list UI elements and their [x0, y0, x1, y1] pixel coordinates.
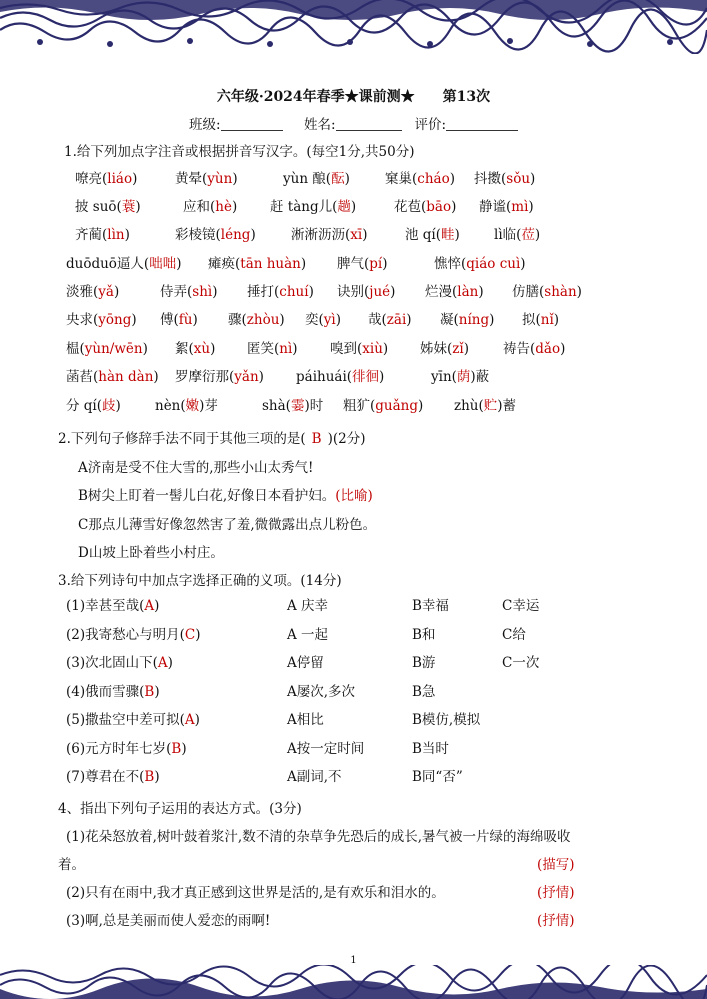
q2-stem-b: )(2分): [327, 431, 366, 447]
q1-item: [66, 308, 137, 328]
q1-item-answer: qiáo cuì: [466, 256, 521, 272]
q1-item: [160, 308, 198, 328]
q1-item-prompt: 絮(: [175, 341, 194, 357]
q1-item-close: ): [489, 312, 495, 328]
q1-item-close: ): [258, 369, 264, 385]
q3-answer: A: [157, 655, 168, 671]
q1-item-prompt: 哉(: [368, 312, 387, 328]
q1-item: [503, 337, 565, 357]
q4-item-2-answer: (抒情): [537, 885, 575, 901]
q1-item-close: ): [478, 284, 484, 300]
q1-item-answer: 畦: [441, 227, 455, 243]
q1-item-answer: pí: [369, 256, 383, 272]
q1-item-close: ): [418, 398, 424, 414]
q3-option: B幸福: [412, 598, 449, 614]
q1-item: [66, 365, 159, 385]
q1-item: [175, 167, 238, 187]
q1-item-close: ): [335, 312, 342, 328]
q1-item-close: ): [231, 199, 238, 215]
q1-item-prompt: 嗅到(: [330, 341, 363, 357]
q1-item-answer: liáo: [107, 171, 133, 187]
q1-item: [175, 223, 256, 243]
q3-question-close: ): [194, 712, 200, 728]
q3-question-text: (2)我寄愁心与明月(: [66, 627, 185, 643]
q3-option: B游: [412, 655, 436, 671]
q3-option: B同“否”: [412, 769, 463, 785]
q3-option: B模仿,模拟: [412, 712, 481, 728]
q3-answer: C: [184, 627, 196, 643]
q3-option: A相比: [287, 712, 324, 728]
q1-item-prompt: 粗犷(: [343, 398, 376, 414]
q1-item: [479, 195, 534, 215]
q1-item: [385, 167, 455, 187]
q1-stem: 1.给下列加点字注音或根据拼音写汉字。(每空1分,共50分): [64, 144, 415, 160]
q1-item-answer: yùn/wēn: [84, 341, 143, 357]
q1-item-prompt: 淡雅(: [66, 284, 99, 300]
q1-item-answer: nì: [279, 341, 293, 357]
q3-answer: A: [184, 712, 195, 728]
q1-item: [420, 337, 469, 357]
q1-item-prompt: 央求(: [66, 312, 99, 328]
q4-item-3: (3)啊,总是美丽而使人爱恋的雨啊!: [66, 913, 271, 929]
class-label: 班级:: [188, 117, 221, 133]
q1-item-close: ): [530, 171, 536, 187]
q1-item-close: ): [362, 227, 368, 243]
q1-item-close: ): [192, 312, 198, 328]
page-number: 1: [350, 955, 357, 966]
q1-item-prompt: 窠巢(: [385, 171, 418, 187]
q1-item-answer: chuí: [279, 284, 309, 300]
q1-item-prompt: 淅淅沥沥(: [291, 227, 351, 243]
page-title: [0, 86, 707, 106]
q1-item: [368, 308, 412, 328]
top-wave-border: [0, 0, 707, 54]
q1-item-prompt: 池 qí(: [405, 227, 442, 243]
q3-option: A屡次,多次: [287, 684, 356, 700]
q1-item: [66, 394, 121, 414]
q1-item-close: ): [454, 227, 460, 243]
q1-item-close: ): [344, 171, 350, 187]
q1-item-prompt: 祷告(: [503, 341, 536, 357]
q1-item-answer: yōng: [98, 312, 132, 328]
q1-item: [262, 394, 323, 414]
q1-item-prompt: 诀别(: [337, 284, 370, 300]
q2-stem: [58, 427, 365, 447]
q1-item: [175, 337, 215, 357]
q1-item-prompt: lì临(: [494, 227, 522, 243]
eval-blank[interactable]: [446, 116, 518, 131]
q1-item-answer: cháo: [417, 171, 450, 187]
q1-item: [305, 308, 341, 328]
q3-question-text: (7)尊君在不(: [66, 769, 145, 785]
q1-item: [434, 252, 526, 272]
q1-item-answer: 莅: [521, 227, 535, 243]
q1-item-prompt: yīn(: [431, 369, 457, 385]
title-main: 六年级·2024年春季★课前测★: [216, 89, 415, 105]
q1-item-close: )时: [304, 398, 324, 414]
q4-item-3-answer: (抒情): [537, 913, 575, 929]
q1-item-close: ): [250, 227, 256, 243]
q3-question-close: ): [195, 627, 201, 643]
q1-item-answer: 荫: [456, 369, 471, 385]
q1-item-close: )蓄: [497, 398, 517, 414]
q3-question-close: ): [154, 769, 160, 785]
bottom-wave-border: [0, 965, 707, 999]
q3-question-close: ): [154, 598, 160, 614]
q1-item-prompt: 罗摩衍那(: [175, 369, 235, 385]
q1-item: [66, 252, 181, 272]
q1-item-prompt: 憔悴(: [434, 256, 467, 272]
q1-item: [454, 394, 516, 414]
q1-item-close: ): [560, 341, 566, 357]
q3-question: [66, 708, 200, 728]
q3-option: B当时: [412, 741, 449, 757]
q3-answer: B: [171, 741, 182, 757]
q1-item-answer: léng: [220, 227, 251, 243]
q1-item-answer: bāo: [426, 199, 452, 215]
q1-item: [337, 280, 395, 300]
q3-question-text: (6)元方时年七岁(: [66, 741, 172, 757]
q3-answer: B: [144, 769, 155, 785]
q1-item-close: ): [153, 369, 159, 385]
q1-item-prompt: 烂漫(: [425, 284, 458, 300]
q3-question: [66, 765, 160, 785]
q1-item-close: ): [520, 256, 526, 272]
q1-item-answer: 霎: [290, 398, 305, 414]
q1-item-close: ): [406, 312, 412, 328]
q1-item-prompt: 骤(: [228, 312, 247, 328]
q1-item-prompt: shà(: [262, 398, 291, 414]
q1-item: [228, 308, 285, 328]
q1-item-answer: xiù: [362, 341, 383, 357]
q1-item: [512, 280, 582, 300]
q1-item-answer: 酝: [331, 171, 345, 187]
q2-option-b-text: B树尖上盯着一髻儿白花,好像日本看护妇。: [78, 488, 336, 504]
q1-item-prompt: 花苞(: [394, 199, 427, 215]
q1-item-answer: shì: [192, 284, 213, 300]
q1-item: [66, 337, 148, 357]
q1-item: [75, 195, 141, 215]
q2-stem-a: 2.下列句子修辞手法不同于其他三项的是(: [58, 431, 306, 447]
q1-item-prompt: 分 qí(: [66, 398, 103, 414]
q1-item: [155, 394, 218, 414]
q1-item-prompt: 抖擞(: [474, 171, 507, 187]
q1-item: [183, 195, 237, 215]
q1-item-prompt: 匿笑(: [247, 341, 280, 357]
q1-item: [247, 337, 298, 357]
class-blank[interactable]: [221, 116, 283, 131]
q4-item-2: (2)只有在雨中,我才真正感到这世界是活的,是有欢乐和泪水的。: [66, 885, 445, 901]
q3-question: [66, 651, 173, 671]
q3-question: [66, 623, 201, 643]
q1-item: [330, 337, 388, 357]
q1-item-close: ): [528, 199, 534, 215]
q1-item: [431, 365, 489, 385]
q1-item: [66, 280, 119, 300]
q1-item: [75, 223, 130, 243]
q2-option-c: C那点儿薄雪好像忽然害了羞,微微露出点儿粉色。: [78, 517, 377, 533]
q1-item-close: ): [390, 284, 396, 300]
q2-option-b-note: (比喻): [335, 488, 373, 504]
q3-option: C给: [502, 627, 526, 643]
q1-item-close: ): [379, 369, 385, 385]
q1-item-close: ): [382, 341, 389, 357]
q1-item-close: ): [124, 227, 130, 243]
q1-item-answer: hàn dàn: [98, 369, 154, 385]
q1-item-close: ): [350, 199, 357, 215]
q1-item: [405, 223, 460, 243]
q1-item-close: ): [131, 312, 137, 328]
q1-item-prompt: nèn(: [155, 398, 186, 414]
q2-option-d: D山坡上卧着些小村庄。: [78, 545, 224, 561]
q1-item-prompt: 赶 tàng儿(: [270, 199, 338, 215]
q1-item: [522, 308, 559, 328]
q1-item-answer: nǐ: [540, 312, 554, 328]
q1-item: [296, 365, 384, 385]
q1-item-prompt: 榅(: [66, 341, 85, 357]
q1-item-close: ): [279, 312, 285, 328]
q1-item-close: ): [232, 171, 238, 187]
q1-item: [75, 167, 137, 187]
q1-item: [474, 167, 535, 187]
q1-item: [208, 252, 306, 272]
q3-question-close: ): [154, 684, 160, 700]
q1-item: [337, 252, 388, 272]
eval-label: 评价:: [414, 117, 447, 133]
q1-item-close: ): [115, 398, 121, 414]
q3-question-text: (4)俄而雪骤(: [66, 684, 145, 700]
q1-item-prompt: 拟(: [522, 312, 541, 328]
q3-option: A按一定时间: [287, 741, 365, 757]
q1-item-close: ): [449, 171, 455, 187]
title-session: 第13次: [442, 89, 491, 105]
q1-item-answer: 蓑: [121, 199, 136, 215]
q1-item: [343, 394, 423, 414]
name-blank[interactable]: [336, 116, 402, 131]
q4-item-1-answer: (描写): [537, 857, 575, 873]
q1-item-answer: sǒu: [506, 171, 531, 187]
q1-item-prompt: 仿膳(: [512, 284, 545, 300]
q3-question: [66, 680, 160, 700]
q1-item-prompt: 披 suō(: [75, 199, 122, 215]
q1-item-prompt: 瘫痪(: [208, 256, 241, 272]
q1-item-answer: xù: [193, 341, 211, 357]
q1-item-answer: 咄咄: [149, 256, 177, 272]
q1-item-close: ): [142, 341, 148, 357]
q3-question: [66, 594, 159, 614]
q1-item-prompt: yùn 酿(: [283, 171, 332, 187]
q1-item-close: ): [113, 284, 120, 300]
q1-item-answer: shàn: [544, 284, 577, 300]
q1-item-close: )芽: [199, 398, 218, 414]
q3-answer: A: [144, 598, 155, 614]
q1-item-close: ): [576, 284, 582, 300]
q3-stem: 3.给下列诗句中加点字选择正确的义项。(14分): [58, 573, 342, 589]
q3-option: A 一起: [287, 627, 329, 643]
q1-item-answer: 趟: [337, 199, 351, 215]
q3-option: B急: [412, 684, 436, 700]
q1-item-answer: 徘徊: [352, 369, 380, 385]
q1-item-answer: làn: [457, 284, 479, 300]
q1-item-close: ): [176, 256, 182, 272]
q1-item-answer: zhòu: [246, 312, 280, 328]
q1-item-prompt: 齐蔺(: [75, 227, 108, 243]
q3-option: A停留: [287, 655, 324, 671]
name-label: 姓名:: [304, 117, 336, 133]
q1-item-close: ): [382, 256, 388, 272]
q3-option: C幸运: [502, 598, 540, 614]
q1-item-close: ): [308, 284, 314, 300]
q1-item-answer: fù: [178, 312, 193, 328]
q1-item-prompt: 菡萏(: [66, 369, 99, 385]
q1-item-prompt: 嘹亮(: [75, 171, 108, 187]
q1-item-prompt: 捶打(: [247, 284, 280, 300]
q1-item-answer: tān huàn: [240, 256, 301, 272]
q1-item-close: ): [292, 341, 298, 357]
q3-option: B和: [412, 627, 436, 643]
q2-answer: B: [311, 431, 322, 447]
q1-item: [494, 223, 540, 243]
q1-item-prompt: 傅(: [160, 312, 179, 328]
q1-item: [175, 365, 264, 385]
q1-item-close: ): [212, 284, 218, 300]
q2-option-a: A济南是受不住大雪的,那些小山太秀气!: [78, 460, 314, 476]
q1-item-prompt: 静谧(: [479, 199, 512, 215]
q1-item-prompt: 侍弄(: [160, 284, 193, 300]
q1-item-close: ): [451, 199, 457, 215]
q1-item-prompt: 脾气(: [337, 256, 370, 272]
q1-item-answer: níng: [458, 312, 490, 328]
q1-item-prompt: 黄晕(: [175, 171, 208, 187]
q1-item: [270, 195, 356, 215]
q1-item-answer: zāi: [386, 312, 407, 328]
q1-item-answer: yì: [323, 312, 336, 328]
q1-item-close: ): [210, 341, 216, 357]
q1-item-answer: hè: [215, 199, 232, 215]
q1-item: [291, 223, 368, 243]
q3-question-text: (5)撒盐空中差可拟(: [66, 712, 185, 728]
q1-item-prompt: 姊妹(: [420, 341, 453, 357]
q3-question-text: (1)幸甚至哉(: [66, 598, 145, 614]
q1-item-prompt: 凝(: [440, 312, 459, 328]
q1-item: [247, 280, 314, 300]
q1-item: [440, 308, 494, 328]
q4-item-1-line1: (1)花朵怒放着,树叶鼓着浆汁,数不清的杂草争先恐后的成长,暑气被一片绿的海绵吸收: [66, 829, 571, 845]
q1-item-answer: 歧: [102, 398, 116, 414]
q3-question-text: (3)次北固山下(: [66, 655, 158, 671]
q4-stem: 4、指出下列句子运用的表达方式。(3分): [58, 801, 302, 817]
q3-question-close: ): [181, 741, 187, 757]
q1-item-prompt: 奕(: [305, 312, 324, 328]
q1-item: [394, 195, 456, 215]
q1-item-answer: jué: [369, 284, 391, 300]
q1-item-close: ): [135, 199, 141, 215]
q1-item-prompt: zhù(: [454, 398, 484, 414]
q3-question: [66, 737, 187, 757]
q1-item-answer: yùn: [207, 171, 233, 187]
q1-item: [283, 167, 350, 187]
q2-option-b: [78, 484, 373, 504]
q1-item-prompt: 应和(: [183, 199, 216, 215]
q1-item: [160, 280, 218, 300]
q1-item-answer: 嫩: [185, 398, 200, 414]
q3-option: A副词,不: [287, 769, 342, 785]
q1-item-answer: yǎ: [98, 284, 114, 300]
q1-item-prompt: duōduō逼人(: [66, 256, 150, 272]
q3-option: C一次: [502, 655, 540, 671]
q1-item-answer: zǐ: [452, 341, 464, 357]
q1-item-answer: dǎo: [535, 341, 561, 357]
q1-item-close: ): [300, 256, 307, 272]
q1-item-close: ): [463, 341, 469, 357]
q3-question-close: ): [167, 655, 173, 671]
q3-answer: B: [144, 684, 155, 700]
q1-item: [425, 280, 484, 300]
q1-item-close: ): [132, 171, 138, 187]
q1-item-close: )蔽: [470, 369, 490, 385]
q1-item-answer: guǎng: [375, 398, 419, 414]
q1-item-prompt: páihuái(: [296, 369, 353, 385]
q1-item-answer: 贮: [483, 398, 498, 414]
q1-item-answer: xī: [350, 227, 363, 243]
q1-item-answer: yǎn: [234, 369, 259, 385]
q1-item-close: ): [553, 312, 560, 328]
q1-item-close: ): [534, 227, 541, 243]
student-info-line: [0, 113, 707, 133]
q1-item-prompt: 彩棱镜(: [175, 227, 221, 243]
q4-item-1-line2: 着。: [58, 857, 85, 873]
q3-option: A 庆幸: [287, 598, 329, 614]
q1-item-answer: lìn: [107, 227, 125, 243]
q1-item-answer: mì: [511, 199, 529, 215]
